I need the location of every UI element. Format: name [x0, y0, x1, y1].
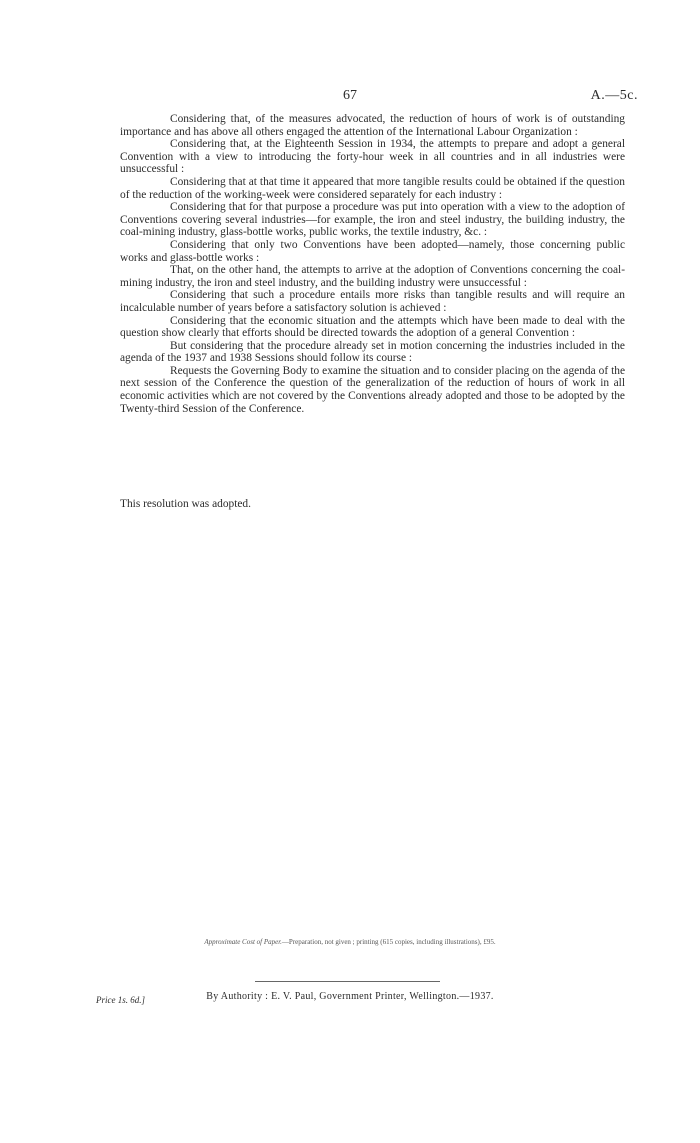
closing-statement: This resolution was adopted. [120, 498, 251, 510]
divider [255, 981, 440, 982]
paragraph: Considering that for that purpose a procedure was put into operation with a view to the adoption of Conventions covering several industries—for example, the iron and steel industry, the building industry, the coal-mining industry, glass-bottle works, public works, the textile industry, &c. : [120, 201, 625, 239]
price-note: Price 1s. 6d.] [96, 995, 145, 1005]
paragraph: Considering that, of the measures advocated, the reduction of hours of work is of outstanding importance and has above all others engaged the attention of the International Labour Organization : [120, 113, 625, 138]
paragraph: Considering that such a procedure entails more risks than tangible results and will require an incalculable number of years before a satisfactory solution is achieved : [120, 289, 625, 314]
paragraph: Considering that at that time it appeared that more tangible results could be obtained if the question of the reduction of the working-week were considered separately for each industry : [120, 175, 625, 201]
paragraph: Considering that only two Conventions have been adopted—namely, those concerning public works and glass-bottle works : [120, 238, 625, 264]
cost-note-text: —Preparation, not given ; printing (615 copies, including illustrations), £95. [281, 938, 496, 946]
paragraph: Considering that the economic situation and the attempts which have been made to deal with the question show clearly that efforts should be directed towards the adoption of a general Convention : [120, 314, 625, 340]
page-number: 67 [343, 88, 357, 103]
paragraph: Requests the Governing Body to examine the situation and to consider placing on the agenda of the next session of the Conference the question of the generalization of the reduction of hours of work in all economic activities which are not covered by the Conventions already adopted and those to be adopted by the Twenty-third Session of the Conference. [120, 364, 625, 415]
paragraph: But considering that the procedure already set in motion concerning the industries included in the agenda of the 1937 and 1938 Sessions should follow its course : [120, 339, 625, 365]
paragraph: Considering that, at the Eighteenth Session in 1934, the attempts to prepare and adopt a general Convention with a view to introducing the forty-hour week in all countries and in all industries were unsuccessful : [120, 138, 625, 176]
resolution-body [120, 113, 625, 415]
document-reference: A.—5c. [590, 88, 638, 103]
cost-note [0, 938, 700, 946]
cost-note-label: Approximate Cost of Paper. [204, 938, 282, 946]
printer-imprint: By Authority : E. V. Paul, Government Printer, Wellington.—1937. [206, 991, 494, 1002]
paragraph: That, on the other hand, the attempts to arrive at the adoption of Conventions concerning the coal-mining industry, the iron and steel industry, and the building industry were unsuccessful : [120, 264, 625, 289]
